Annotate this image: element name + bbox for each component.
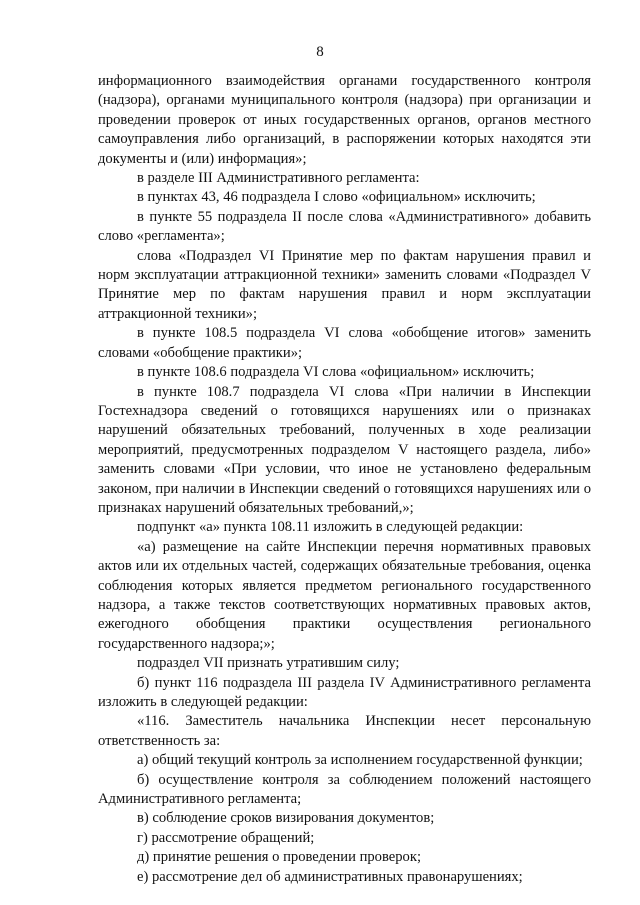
paragraph: «116. Заместитель начальника Инспекции несет персональную ответственность за:	[98, 713, 591, 749]
document-body	[98, 72, 591, 887]
paragraph: б) осуществление контроля за соблюдением положений настоящего Административного регламента;	[98, 771, 591, 808]
paragraph: в пункте 55 подраздела II после слова «Административного» добавить слово «регламента»;	[98, 208, 591, 245]
page-number: 8	[316, 44, 324, 60]
paragraph: в разделе III Административного регламента:	[137, 170, 420, 187]
paragraph: е) рассмотрение дел об административных правонарушениях;	[137, 868, 523, 885]
paragraph: а) общий текущий контроль за исполнением государственной функции;	[137, 752, 583, 769]
paragraph: в) соблюдение сроков визирования документов;	[137, 810, 435, 827]
paragraph: подпункт «а» пункта 108.11 изложить в следующей редакции:	[137, 519, 524, 536]
paragraph: слова «Подраздел VI Принятие мер по фактам нарушения правил и норм эксплуатации аттракционной техники» заменить словами «Подраздел V Принятие мер по фактам нарушения правил и норм эксплуатации аттракционной техники»;	[98, 247, 591, 322]
paragraph: в пункте 108.6 подраздела VI слова «официальном» исключить;	[137, 364, 535, 381]
paragraph: г) рассмотрение обращений;	[137, 829, 315, 846]
paragraph: в пункте 108.7 подраздела VI слова «При наличии в Инспекции Гостехнадзора сведений о готовящихся нарушениях или о признаках нарушений обязательных требований, полученных в ходе реализации мероприятий, предусмотренных подразделом V настоящего раздела, либо» заменить словами «При условии, что иное не установлено федеральным законом, при наличии в Инспекции сведений о готовящихся нарушениях или о признаках нарушений обязательных требований,»;	[98, 383, 591, 516]
paragraph: в пунктах 43, 46 подраздела I слово «официальном» исключить;	[137, 189, 536, 206]
paragraph: подраздел VII признать утратившим силу;	[137, 655, 400, 672]
paragraph: д) принятие решения о проведении проверок;	[137, 849, 422, 866]
paragraph: б) пункт 116 подраздела III раздела IV Административного регламента изложить в следующей редакции:	[98, 674, 591, 710]
paragraph: в пункте 108.5 подраздела VI слова «обобщение итогов» заменить словами «обобщение практики»;	[98, 325, 591, 361]
paragraph: информационного взаимодействия органами государственного контроля (надзора), органами муниципального контроля (надзора) при организации и проведении проверок от иных государственных органов, органов местного самоуправления либо организаций, в распоряжении которых находятся эти документы и (или) информация»;	[98, 73, 591, 167]
paragraph: «а) размещение на сайте Инспекции перечня нормативных правовых актов или их отдельных частей, содержащих обязательные требования, оценка соблюдения которых является предметом регионального государственного надзора, а также текстов соответствующих нормативных правовых актов, ежегодного обобщения практики осуществления регионального государственного надзора;»;	[98, 538, 591, 652]
